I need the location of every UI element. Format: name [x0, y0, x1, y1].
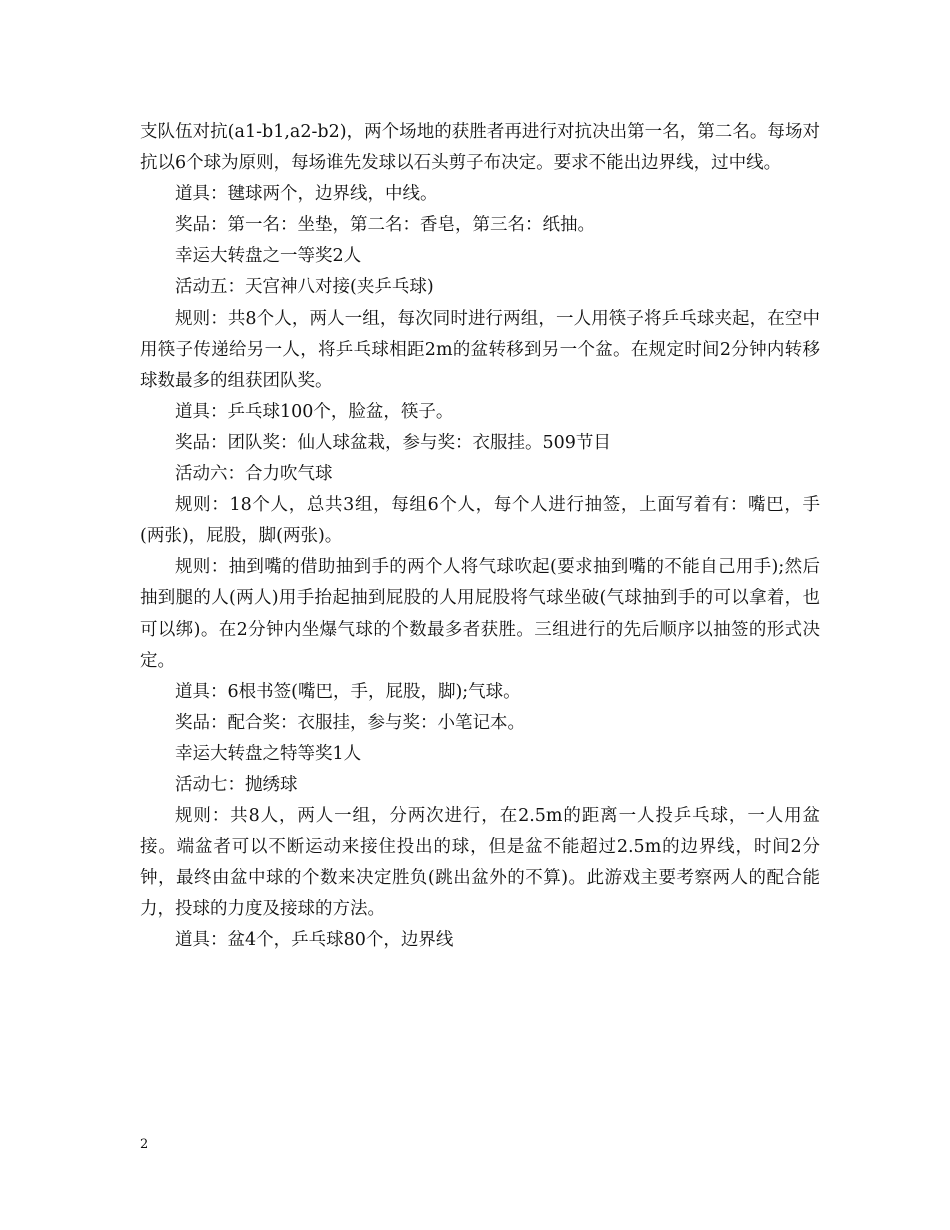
paragraph-16: 规则：共8人，两人一组，分两次进行，在2.5m的距离一人投乒乓球，一人用盆接。端盆者可以不断运动来接住投出的球，但是盆不能超过2.5m的边界线，时间2分钟，最终由盆中球的个数来决定胜负(跳出盆外的不算)。此游戏主要考察两人的配合能力，投球的力度及接球的方法。	[140, 806, 820, 920]
paragraph-12: 道具：6根书签(嘴巴，手，屁股，脚);气球。	[175, 681, 521, 702]
paragraph-4: 幸运大转盘之一等奖2人	[175, 246, 362, 267]
paragraph-2: 道具：毽球两个，边界线，中线。	[175, 184, 438, 205]
paragraph-14: 幸运大转盘之特等奖1人	[175, 743, 362, 764]
paragraph-5: 活动五：天宫神八对接(夹乒乓球)	[175, 277, 434, 298]
paragraph-17: 道具：盆4个，乒乓球80个，边界线	[175, 930, 454, 951]
paragraph-9: 活动六：合力吹气球	[175, 464, 333, 485]
paragraph-10: 规则：18个人，总共3组，每组6个人，每个人进行抽签，上面写着有：嘴巴，手(两张)，屁股，脚(两张)。	[140, 495, 820, 547]
paragraph-3: 奖品：第一名：坐垫，第二名：香皂，第三名：纸抽。	[175, 215, 595, 236]
document-body	[140, 117, 820, 957]
paragraph-8: 奖品：团队奖：仙人球盆栽，参与奖：衣服挂。509节目	[175, 432, 611, 453]
paragraph-15: 活动七：抛绣球	[175, 774, 298, 795]
paragraph-7: 道具：乒乓球100个，脸盆，筷子。	[175, 401, 454, 422]
paragraph-13: 奖品：配合奖：衣服挂，参与奖：小笔记本。	[175, 712, 525, 733]
paragraph-6: 规则：共8个人，两人一组，每次同时进行两组，一人用筷子将乒乓球夹起，在空中用筷子传递给另一人，将乒乓球相距2m的盆转移到另一个盆。在规定时间2分钟内转移球数最多的组获团队奖。	[140, 308, 820, 391]
paragraph-11: 规则：抽到嘴的借助抽到手的两个人将气球吹起(要求抽到嘴的不能自己用手);然后抽到腿的人(两人)用手抬起抽到屁股的人用屁股将气球坐破(气球抽到手的可以拿着，也可以绑)。在2分钟内坐爆气球的个数最多者获胜。三组进行的先后顺序以抽签的形式决定。	[140, 557, 820, 671]
page-number: 2	[140, 1137, 149, 1152]
paragraph-1: 支队伍对抗(a1-b1,a2-b2)，两个场地的获胜者再进行对抗决出第一名，第二名。每场对抗以6个球为原则，每场谁先发球以石头剪子布决定。要求不能出边界线，过中线。	[140, 122, 820, 174]
